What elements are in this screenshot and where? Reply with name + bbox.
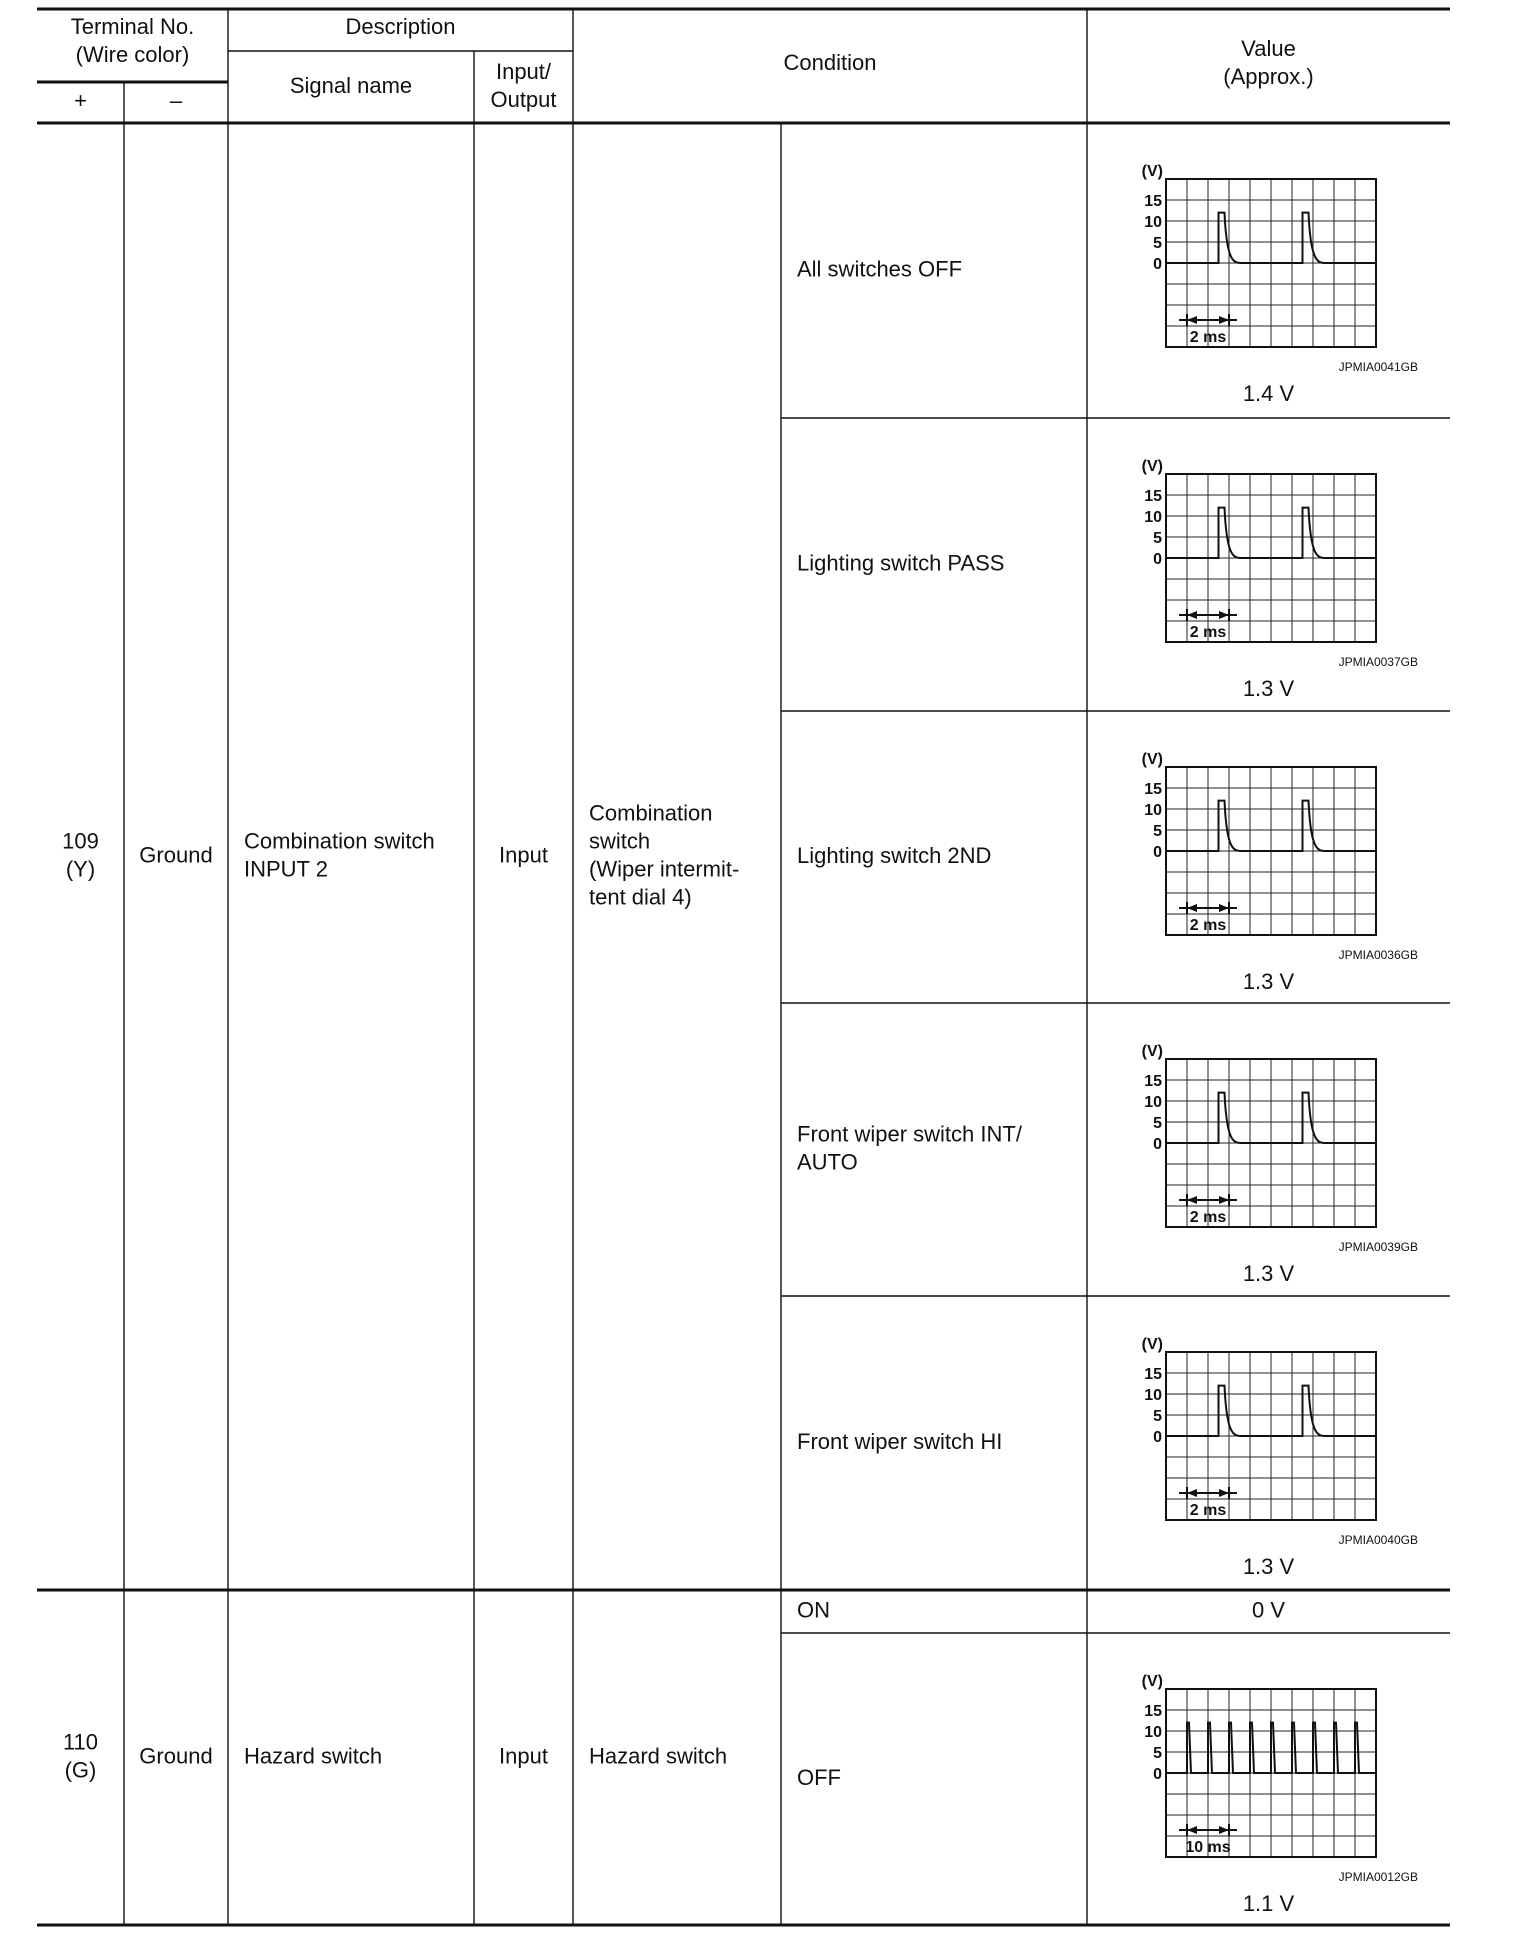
value-cell: 1.1 V: [1242, 1890, 1295, 1916]
waveform-tick-label: 5: [1153, 1745, 1162, 1762]
time-span-label: 2 ms: [1189, 624, 1227, 641]
input-output-header-line-1: Input/: [495, 58, 552, 84]
waveform-jpmia0012gb: [1142, 1673, 1376, 1857]
figure-code: JPMIA0036GB: [1338, 948, 1418, 962]
time-span-label: 2 ms: [1189, 1209, 1227, 1226]
terminal-number-line-1: 109: [62, 828, 99, 854]
signal-name-line-1: Combination switch: [244, 828, 435, 854]
waveform-tick-label: 0: [1153, 256, 1162, 273]
waveform-unit-label: (V): [1141, 1336, 1163, 1353]
ground-cell: Ground: [139, 842, 213, 868]
value-cell: 1.3 V: [1242, 1260, 1295, 1286]
signal-name: Hazard switch: [244, 1743, 383, 1769]
minus-header: –: [169, 87, 183, 113]
time-span-arrow: [1187, 611, 1197, 619]
waveform-trace: [1166, 1723, 1376, 1773]
waveform-tick-label: 5: [1153, 235, 1162, 252]
terminal-no-header-line-2: (Wire color): [75, 41, 190, 67]
waveform-unit-label: (V): [1141, 163, 1163, 180]
terminal-number-line-2: (Y): [65, 856, 96, 882]
figure-code: JPMIA0041GB: [1338, 360, 1418, 374]
waveform-tick-label: 15: [1144, 781, 1162, 798]
time-span-arrow: [1187, 1196, 1197, 1204]
waveform-tick-label: 0: [1153, 1136, 1162, 1153]
time-span-arrow: [1219, 904, 1229, 912]
time-span-label: 2 ms: [1189, 1502, 1227, 1519]
time-span-arrow: [1219, 1196, 1229, 1204]
condition-group: Hazard switch: [589, 1743, 728, 1769]
waveform-tick-label: 5: [1153, 1115, 1162, 1132]
waveform-tick-label: 5: [1153, 1408, 1162, 1425]
value-cell: 0 V: [1251, 1597, 1286, 1623]
time-span-label: 2 ms: [1189, 329, 1227, 346]
signal-name-header: Signal name: [289, 72, 413, 98]
condition-cell: ON: [797, 1597, 830, 1623]
waveform-jpmia0039gb: [1142, 1043, 1376, 1227]
time-span-label: 10 ms: [1185, 1839, 1231, 1856]
condition-cell: Lighting switch PASS: [797, 550, 1005, 576]
value-header-line-2: (Approx.): [1223, 63, 1314, 89]
plus-header: +: [74, 87, 87, 113]
table-rules: [37, 9, 1450, 1925]
condition-group-line-4: tent dial 4): [589, 884, 692, 910]
time-span-arrow: [1187, 1489, 1197, 1497]
terminal-no-header-line-1: Terminal No.: [70, 13, 195, 39]
condition-cell: OFF: [797, 1764, 841, 1790]
waveform-unit-label: (V): [1141, 1673, 1163, 1690]
time-span-arrow: [1187, 904, 1197, 912]
value-header-line-1: Value: [1241, 35, 1296, 61]
waveform-tick-label: 0: [1153, 844, 1162, 861]
io-cell: Input: [499, 842, 548, 868]
time-span-arrow: [1219, 1489, 1229, 1497]
time-span-label: 2 ms: [1189, 917, 1227, 934]
figure-code: JPMIA0012GB: [1338, 1870, 1418, 1884]
waveform-tick-label: 10: [1144, 1724, 1162, 1741]
figure-code: JPMIA0040GB: [1338, 1533, 1418, 1547]
value-cell: 1.3 V: [1242, 675, 1295, 701]
table-text: [62, 14, 1418, 1916]
waveform-jpmia0036gb: [1142, 751, 1376, 935]
time-span-arrow: [1187, 1826, 1197, 1834]
ground-cell: Ground: [139, 1743, 213, 1769]
time-span-arrow: [1187, 316, 1197, 324]
condition-cell: All switches OFF: [797, 256, 963, 282]
value-cell: 1.3 V: [1242, 1553, 1295, 1579]
signal-name-line-2: INPUT 2: [244, 856, 328, 882]
waveform-unit-label: (V): [1141, 751, 1163, 768]
time-span-arrow: [1219, 1826, 1229, 1834]
waveform-tick-label: 0: [1153, 1766, 1162, 1783]
waveform-tick-label: 5: [1153, 530, 1162, 547]
waveform-jpmia0037gb: [1142, 458, 1376, 642]
time-span-arrow: [1219, 316, 1229, 324]
figure-code: JPMIA0039GB: [1338, 1240, 1418, 1254]
condition-cell: Lighting switch 2ND: [797, 842, 992, 868]
condition-cell-line-1: Front wiper switch INT/: [797, 1121, 1022, 1147]
condition-cell-line-2: AUTO: [797, 1149, 858, 1175]
waveform-jpmia0040gb: [1142, 1336, 1376, 1520]
waveform-jpmia0041gb: [1142, 163, 1376, 347]
waveform-tick-label: 15: [1144, 193, 1162, 210]
waveform-tick-label: 10: [1144, 1094, 1162, 1111]
waveform-tick-label: 15: [1144, 488, 1162, 505]
waveform-tick-label: 15: [1144, 1073, 1162, 1090]
io-cell: Input: [499, 1743, 548, 1769]
figure-code: JPMIA0037GB: [1338, 655, 1418, 669]
waveform-tick-label: 10: [1144, 214, 1162, 231]
terminal-number-line-1: 110: [62, 1729, 99, 1755]
value-cell: 1.3 V: [1242, 968, 1295, 994]
condition-group-line-1: Combination: [589, 800, 713, 826]
waveform-tick-label: 10: [1144, 509, 1162, 526]
waveform-tick-label: 0: [1153, 1429, 1162, 1446]
waveform-tick-label: 10: [1144, 802, 1162, 819]
time-span-arrow: [1219, 611, 1229, 619]
terminal-number-line-2: (G): [64, 1757, 97, 1783]
value-cell: 1.4 V: [1242, 380, 1295, 406]
input-output-header-line-2: Output: [490, 86, 557, 112]
waveform-tick-label: 5: [1153, 823, 1162, 840]
condition-cell: Front wiper switch HI: [797, 1428, 1003, 1454]
waveform-unit-label: (V): [1141, 458, 1163, 475]
waveform-tick-label: 10: [1144, 1387, 1162, 1404]
condition-group-line-3: (Wiper intermit-: [589, 856, 740, 882]
description-header: Description: [345, 13, 456, 39]
condition-group-line-2: switch: [589, 828, 651, 854]
waveform-unit-label: (V): [1141, 1043, 1163, 1060]
waveform-tick-label: 15: [1144, 1366, 1162, 1383]
waveform-tick-label: 0: [1153, 551, 1162, 568]
condition-header: Condition: [783, 49, 877, 75]
waveform-tick-label: 15: [1144, 1703, 1162, 1720]
